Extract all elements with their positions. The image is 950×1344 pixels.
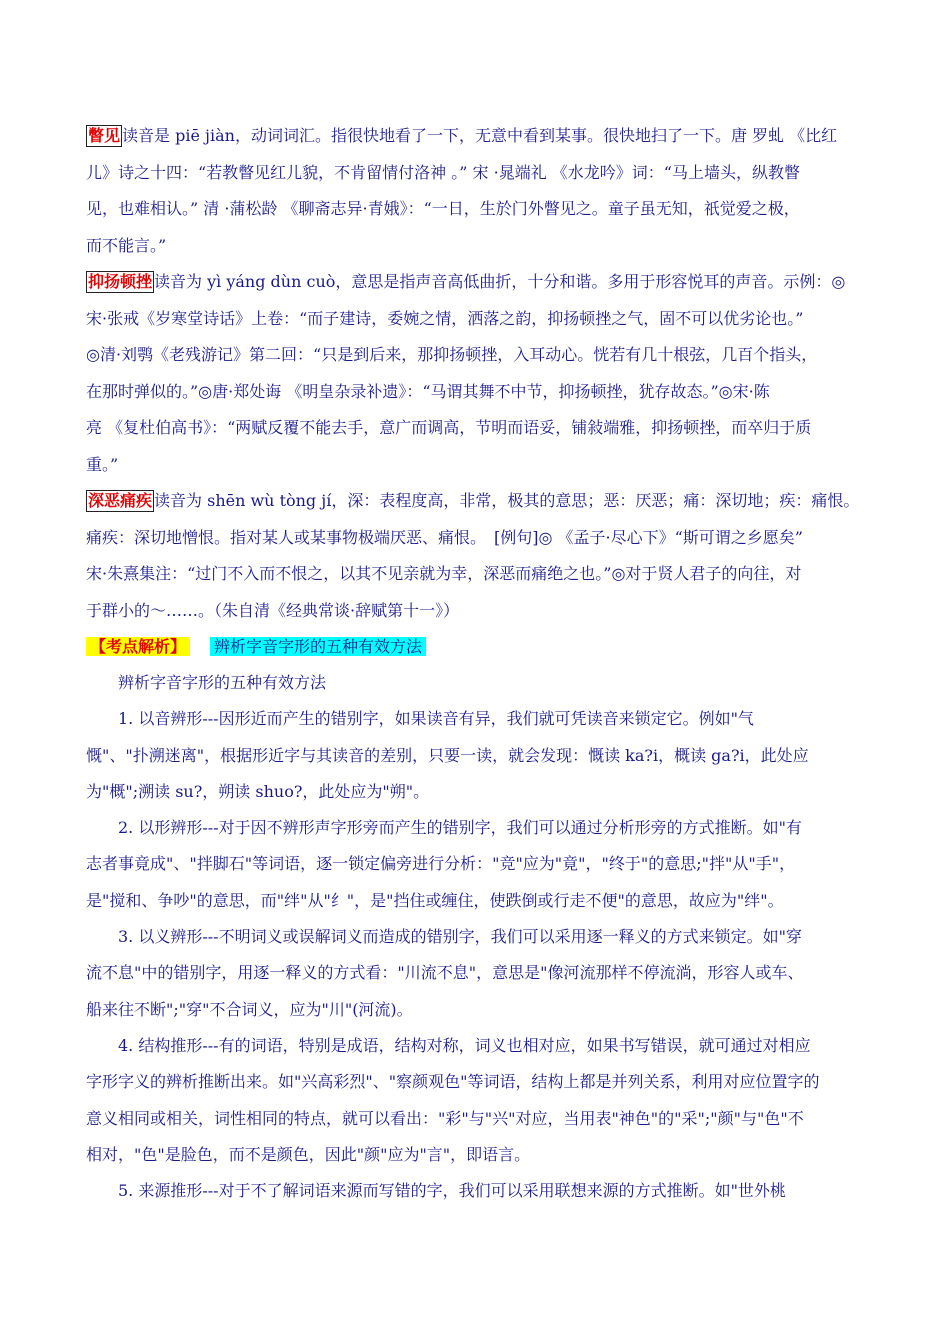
method-line: 是"搅和、争吵"的意思，而"绊"从"纟"，是"挡住或缠住，使跌倒或行走不便"的意思，故应为"绊"。: [86, 890, 784, 910]
method-line: 1. 以音辨形---因形近而产生的错别字，如果读音有异，我们就可凭读音来锁定它。例如"气: [118, 709, 754, 729]
entry-pie-jian: [86, 118, 866, 264]
entry-line: 痛疾：深切地憎恨。指对某人或某事物极端厌恶、痛恨。 [例句]◎ 《孟子·尽心下》“斯可谓之乡愿矣”: [86, 527, 803, 547]
method-line: 4. 结构推形---有的词语，特别是成语，结构对称，词义也相对应，如果书写错误，就可通过对相应: [118, 1035, 811, 1055]
method-line: 志者事竟成"、"拌脚石"等词语，逐一锁定偏旁进行分析："竞"应为"竟"，"终于"的意思;"拌"从"手"，: [86, 854, 796, 874]
method-item: [86, 1173, 866, 1209]
entry-line: 在那时弹似的。”◎唐·郑处诲 《明皇杂录补遗》：“马谓其舞不中节，抑扬顿挫，犹存故态。”◎宋·陈: [86, 381, 770, 401]
entry-yi-yang-dun-cuo: [86, 264, 866, 483]
entry-line: 于群小的～……。（朱自清《经典常谈·辞赋第十一》）: [86, 600, 460, 620]
entry-term: 瞥见: [88, 126, 121, 145]
method-line: 相对，"色"是脸色，而不是颜色，因此"颜"应为"言"，即语言。: [86, 1144, 531, 1164]
method-item: [86, 810, 866, 919]
entry-line: 亮 《复杜伯高书》：“两赋反覆不能去手，意广而调高，节明而语妥，铺敍端雅，抑扬顿挫，而卒归于质: [86, 418, 812, 437]
entry-line: 而不能言。”: [86, 235, 167, 255]
entry-line: 儿》诗之十四：“若教瞥见红儿貌，不肯留情付洛神 。” 宋 ·晁端礼 《水龙吟》词：“马上墙头，纵教瞥: [86, 162, 800, 182]
method-line: 流不息"中的错别字，用逐一释义的方式看："川流不息"，意思是"像河流那样不停流淌，形容人或车、: [86, 963, 804, 983]
entry-term: 深恶痛疾: [88, 491, 153, 510]
section-header: [86, 629, 866, 665]
entry-term: 抑扬顿挫: [88, 272, 153, 291]
method-line: 3. 以义辨形---不明词义或误解词义而造成的错别字，我们可以采用逐一释义的方式来锁定。如"穿: [118, 927, 802, 947]
methods-body: [86, 665, 866, 1209]
method-line: 慨"、"扑溯迷离"，根据形近字与其读音的差别，只要一读，就会发现：慨读 ka?i，概读 ga?i，此处应: [86, 745, 809, 765]
entry-line: ◎清·刘鹗《老残游记》第二回：“只是到后来，那抑扬顿挫，入耳动心。恍若有几十根弦，几百个指头，: [86, 345, 818, 364]
method-item: [86, 919, 866, 1028]
method-line: 意义相同或相关，词性相同的特点，就可以看出："彩"与"兴"对应，当用表"神色"的"采";"颜"与"色"不: [86, 1108, 804, 1128]
entry-line: 重。”: [86, 454, 119, 474]
entry-shen-wu-tong-ji: [86, 483, 866, 629]
entry-line: 见，也难相认。” 清 ·蒲松龄 《聊斋志异·青娥》：“一日，生於门外瞥见之。童子虽无知，祇觉爱之极，: [86, 199, 800, 218]
entry-line: 读音为 shēn wù tòng jí，深：表程度高，非常，极其的意思；恶：厌恶；痛：深切地；疾：痛恨。: [154, 491, 860, 510]
entry-line: 宋·朱熹集注：“过门不入而不恨之，以其不见亲就为幸，深恶而痛绝之也。”◎对于贤人君子的向往，对: [86, 564, 802, 583]
methods-subtitle: 辨析字音字形的五种有效方法: [118, 673, 327, 692]
section-heading: 辨析字音字形的五种有效方法: [210, 637, 426, 656]
method-item: [86, 1028, 866, 1173]
method-line: 字形字义的辨析推断出来。如"兴高彩烈"、"察颜观色"等词语，结构上都是并列关系，利用对应位置字的: [86, 1072, 820, 1092]
entry-line: 读音是 piē jiàn，动词词汇。指很快地看了一下，无意中看到某事。很快地扫了一下。唐 罗虬 《比红: [122, 126, 838, 145]
section-tag: 【考点解析】: [86, 637, 190, 656]
method-line: 2. 以形辨形---对于因不辨形声字形旁而产生的错别字，我们可以通过分析形旁的方式推断。如"有: [118, 818, 802, 838]
method-line: 5. 来源推形---对于不了解词语来源而写错的字，我们可以采用联想来源的方式推断。如"世外桃: [118, 1181, 786, 1201]
method-line: 为"概";溯读 su?，朔读 shuo?，此处应为"朔"。: [86, 781, 430, 801]
entry-line: 宋·张戒《岁寒堂诗话》上卷：“而子建诗，委婉之情，洒落之韵，抑扬顿挫之气，固不可以优劣论也。”: [86, 308, 804, 328]
entry-line: 读音为 yì yáng dùn cuò，意思是指声音高低曲折，十分和谐。多用于形容悦耳的声音。示例：◎: [154, 272, 846, 291]
method-line: 船来往不断";"穿"不合词义，应为"川"(河流)。: [86, 999, 413, 1019]
document-page: [86, 118, 866, 1209]
method-item: [86, 701, 866, 810]
